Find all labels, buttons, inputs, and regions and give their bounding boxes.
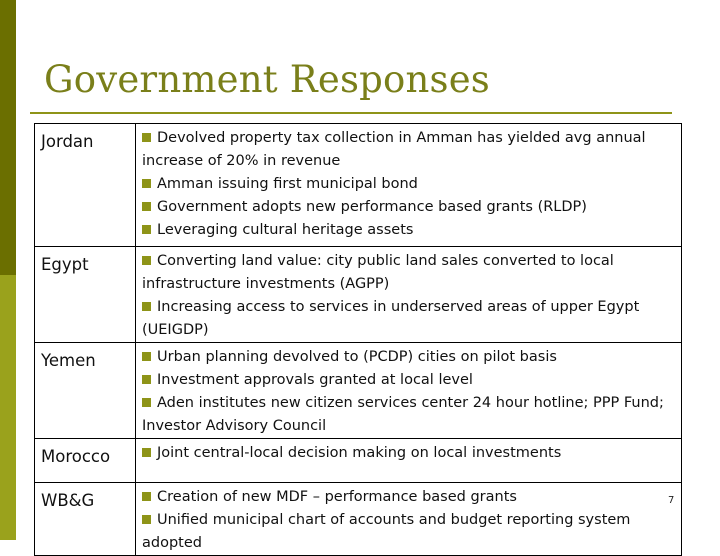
country-cell: Jordan <box>35 124 136 247</box>
list-item: Aden institutes new citizen services center 24 hour hotline; PPP Fund; Investor Advisory Council <box>142 395 664 434</box>
list-item: Government adopts new performance based grants (RLDP) <box>142 196 676 219</box>
list-item: Unified municipal chart of accounts and budget reporting system adopted <box>142 512 631 551</box>
table-row-jordan <box>35 124 682 247</box>
country-cell: Egypt <box>35 247 136 343</box>
responses-cell <box>136 343 682 439</box>
list-item: Investment approvals granted at local level <box>142 369 676 392</box>
square-bullet-icon <box>142 302 151 311</box>
square-bullet-icon <box>142 202 151 211</box>
square-bullet-icon <box>142 179 151 188</box>
country-cell: Yemen <box>35 343 136 439</box>
page-number: 7 <box>668 495 675 506</box>
square-bullet-icon <box>142 352 151 361</box>
left-accent-bar-dark <box>0 0 16 275</box>
responses-cell <box>136 247 682 343</box>
left-accent-bar-light <box>0 275 16 540</box>
square-bullet-icon <box>142 448 151 457</box>
square-bullet-icon <box>142 256 151 265</box>
list-item: Increasing access to services in underserved areas of upper Egypt (UEIGDP) <box>142 299 640 338</box>
responses-cell <box>136 124 682 247</box>
list-item: Devolved property tax collection in Amman has yielded avg annual increase of 20% in revenue <box>142 130 646 169</box>
table-row-wbg <box>35 483 682 556</box>
country-cell: Morocco <box>35 439 136 483</box>
square-bullet-icon <box>142 225 151 234</box>
square-bullet-icon <box>142 398 151 407</box>
title-divider <box>30 112 672 114</box>
slide-title: Government Responses <box>44 58 490 101</box>
list-item: Converting land value: city public land sales converted to local infrastructure investments (AGPP) <box>142 253 614 292</box>
square-bullet-icon <box>142 515 151 524</box>
list-item: Amman issuing first municipal bond <box>142 173 676 196</box>
square-bullet-icon <box>142 133 151 142</box>
table-row-egypt <box>35 247 682 343</box>
list-item: Leveraging cultural heritage assets <box>142 219 676 242</box>
table-row-morocco <box>35 439 682 483</box>
square-bullet-icon <box>142 375 151 384</box>
list-item: Joint central-local decision making on local investments <box>142 442 676 465</box>
responses-table <box>34 123 682 556</box>
table-row-yemen <box>35 343 682 439</box>
list-item: Creation of new MDF – performance based grants <box>142 486 676 509</box>
square-bullet-icon <box>142 492 151 501</box>
responses-cell <box>136 439 682 483</box>
list-item: Urban planning devolved to (PCDP) cities on pilot basis <box>142 346 676 369</box>
responses-cell <box>136 483 682 556</box>
country-cell: WB&G <box>35 483 136 556</box>
